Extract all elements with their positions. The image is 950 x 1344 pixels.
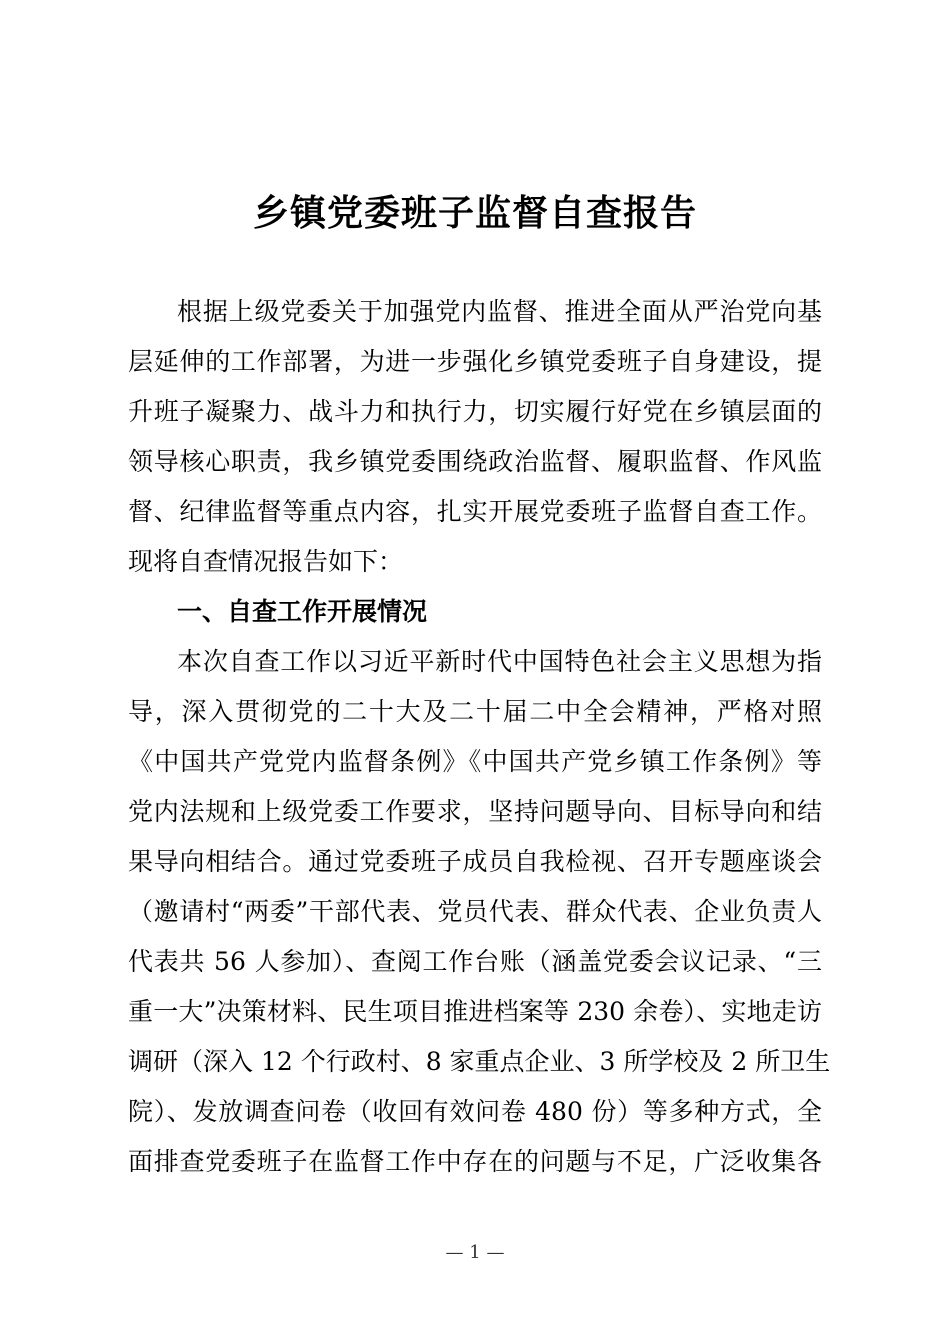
page-number: — 1 — [445,1242,505,1263]
text-line: 升班子凝聚力、战斗力和执行力，切实履行好党在乡镇层面的 [128,397,822,426]
text-line: （邀请村“两委”干部代表、党员代表、群众代表、企业负责人 [128,897,822,926]
document-title: 乡镇党委班子监督自查报告 [252,192,697,234]
text-line: 现将自查情况报告如下： [128,547,404,576]
text-line: 根据上级党委关于加强党内监督、推进全面从严治党向基 [177,297,822,326]
text-line: 导，深入贯彻党的二十大及二十届二中全会精神，严格对照 [128,697,822,726]
text-line: 《中国共产党党内监督条例》《中国共产党乡镇工作条例》等 [128,747,822,776]
text-line: 代表共 56 人参加）、查阅工作台账（涵盖党委会议记录、“三 [128,947,822,976]
text-line: 果导向相结合。通过党委班子成员自我检视、召开专题座谈会 [128,847,822,876]
section-heading: 一、自查工作开展情况 [177,597,428,626]
text-line: 面排查党委班子在监督工作中存在的问题与不足，广泛收集各 [128,1147,822,1176]
text-line: 重一大”决策材料、民生项目推进档案等 230 余卷）、实地走访 [128,997,822,1026]
text-line: 调研（深入 12 个行政村、8 家重点企业、3 所学校及 2 所卫生 [128,1047,831,1076]
text-line: 院）、发放调查问卷（收回有效问卷 480 份）等多种方式，全 [128,1097,822,1126]
text-line: 领导核心职责，我乡镇党委围绕政治监督、履职监督、作风监 [128,447,822,476]
text-line: 党内法规和上级党委工作要求，坚持问题导向、目标导向和结 [128,797,822,826]
text-line: 督、纪律监督等重点内容，扎实开展党委班子监督自查工作。 [128,497,822,526]
text-line: 本次自查工作以习近平新时代中国特色社会主义思想为指 [177,647,822,676]
text-line: 层延伸的工作部署，为进一步强化乡镇党委班子自身建设，提 [128,347,822,376]
